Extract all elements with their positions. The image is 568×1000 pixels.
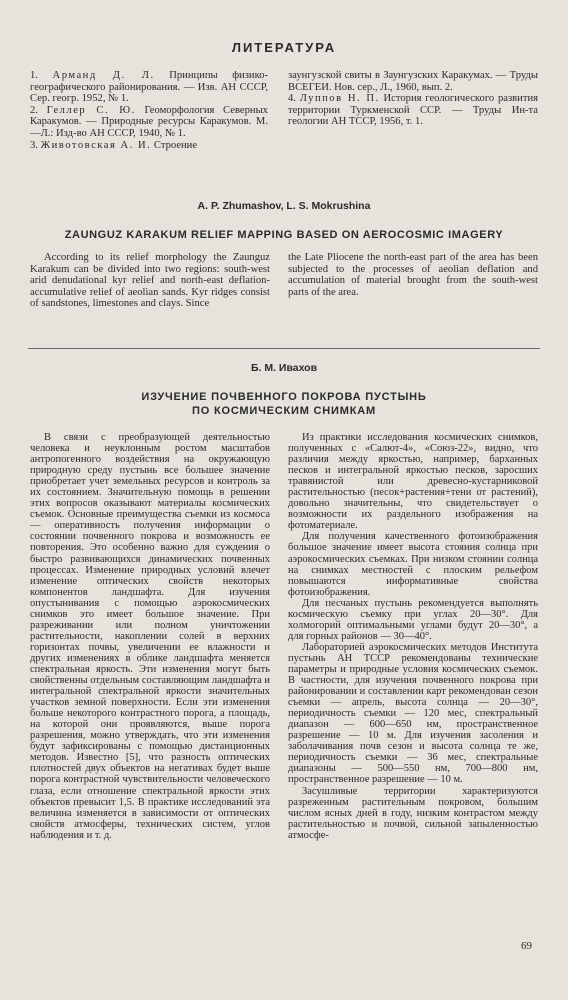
russian-article-left-column (30, 432, 270, 841)
russian-article-title-line1: ИЗУЧЕНИЕ ПОЧВЕННОГО ПОКРОВА ПУСТЫНЬ (141, 391, 427, 403)
english-abstract-right-column (288, 252, 538, 298)
russian-article-author: Б. М. Ивахов (250, 362, 318, 374)
english-article-authors: A. P. Zhumashov, L. S. Mokrushina (197, 200, 371, 212)
abstract-paragraph: According to its relief morphology the Zaunguz Karakum can be divided into two regions: south-west arid denudational kyr relief and north-east deflation-accumulative relief of aeolian sands. Kyr ridges consist of sandstones, limestones and clays. Since (30, 252, 270, 310)
abstract-paragraph: the Late Pliocene the north-east part of the area has been subjected to the processes of aeolian deflation and accumulation of material brought from the south-west parts of the area. (288, 252, 538, 298)
article-paragraph: В связи с преобразующей деятельностью человека и неуклонным ростом масштабов антропогенного воздействия на окружающую природную среду пустынь все большее значение приобретает учет земельных ресурсов и контроль за их состоянием. Значительную помощь в решении этих вопросов оказывают материалы космических съемок. Основные преимущества съемки из космоса — оперативность получения информации о состоянии почвенного покрова и возможность ее повторения. Это особенно важно для суждения о быстро развивающихся динамических почвенных процессах. Изменение природных условий влечет изменение оптических свойств некоторых компонентов ландшафта. Для изучения опустынивания с помощью аэрокосмических снимков это имеет большое значение. При разреживании или полном уничтожении растительности, накоплении солей в верхних горизонтах почвы, увеличении ее влажности и других изменениях в облике ландшафта меняется спектральная яркость. Эти изменения могут быть свойственны отдельным составляющим ландшафта и интегральной спектральной яркости значительных участков земной поверхности. Если эти изменения больше некоторого контрастного порога, а площадь, на которой они проявляются, выше порога разрешения, можно утверждать, что эти изменения будут зафиксированы с помощью дистанционных методов. Известно [5], что разность оптических плотностей двух объектов на негативах будет выше порога контрастной чувствительности человеческого глаза, если отношение спектральной яркости этих объектов превысит 1,5. В практике исследований эта величина изменяется в зависимости от оптических свойств атмосферы, технических систем, углов наблюдения и т. д. (30, 432, 270, 841)
literature-right-column (288, 70, 538, 128)
article-paragraph: Лабораторией аэрокосмических методов Института пустынь АН ТССР рекомендованы технические параметры и природные условия космических съемок. В частности, для изучения почвенного покрова при районировании и составлении карт рекомендован сезон съемки — апрель, высота солнца — 20—30°, периодичность съемки — 120 мес, спектральный диапазон — 600—650 нм, пространственное разрешение — 10 м. Для изучения засоления и заболачивания почв сезон и высота солнца те же, периодичность съемки — 36 мес, спектральные диапазоны — 500—550 нм, 700—800 нм, пространственное разрешение — 10 м. (288, 641, 538, 786)
literature-heading: ЛИТЕРАТУРА (231, 40, 337, 55)
reference-item: 4. Луппов Н. П. История геологического развития территории Туркменской ССР. — Труды Ин-та геологии АН ТССР, 1956, т. 1. (288, 93, 538, 128)
reference-text: Строение (153, 139, 198, 151)
reference-author: Арманд Д. Л. (52, 70, 155, 81)
literature-left-column (30, 70, 268, 151)
article-paragraph: Для получения качественного фотоизображения большое значение имеет высота стояния солнца при аэрокосмических съемках. При низком стоянии солнца на снимках местностей с плоским рельефом повышаются информативные свойства фотоизображения. (288, 531, 538, 598)
reference-author: Луппов Н. П. (299, 93, 380, 105)
russian-article-title-line2: ПО КОСМИЧЕСКИМ СНИМКАМ (192, 405, 376, 417)
reference-item: 2. Геллер С. Ю. Геоморфология Северных Каракумов. — Природные ресурсы Каракумов. М.—Л.: Изд-во АН СССР, 1940, № 1. (30, 104, 268, 139)
reference-author: Животовская А. И. (40, 139, 152, 151)
english-abstract-left-column (30, 252, 270, 310)
article-paragraph: Для песчаных пустынь рекомендуется выполнять космическую съемку при углах 20—30°. Для холмогорий оптимальными углами будут 20—30°, а для горных районов — 30—40°. (288, 597, 538, 642)
section-divider (28, 348, 540, 349)
reference-item (288, 70, 538, 93)
english-article-title: ZAUNGUZ KARAKUM RELIEF MAPPING BASED ON AEROCOSMIC IMAGERY (64, 229, 504, 241)
article-paragraph: Из практики исследования космических снимков, полученных с «Салют-4», «Союз-22», видно, что различия между яркостью, например, барханных песков и интегральной яркостью песков, заросших травянистой или древесно-кустарниковой растительностью (песок+растения+тени от растений), довольно значительны, что свидетельствует о возможности их раздельного изображения на фотоматериале. (288, 432, 538, 532)
reference-text: Геоморфология Северных Каракумов. — Природные ресурсы Каракумов. М.—Л.: Изд-во АН СССР, 1940, № 1. (30, 104, 268, 139)
page-number: 69 (521, 940, 532, 952)
reference-author: Геллер С. Ю. (46, 104, 136, 116)
reference-text: История геологического развития территории Туркменской ССР. — Труды Ин-та геологии АН ТССР, 1956, т. 1. (288, 93, 538, 128)
reference-text: заунгузской свиты в Заунгузских Каракумах. — Труды ВСЕГЕИ. Нов. сер., Л., 1960, вып. 2. (288, 70, 538, 93)
reference-item: 1. Арманд Д. Л. Принципы физико-географического районирования. — Изв. АН СССР, Сер. геогр. 1952, № 1. (30, 70, 269, 105)
reference-item: 3. Животовская А. И. Строение (30, 139, 198, 151)
article-paragraph: Засушливые территории характеризуются разреженным растительным покровом, большим числом ясных дней в году, низким контрастом между растительностью и почвой, сильной запыленностью атмосфе- (288, 785, 538, 841)
russian-article-right-column (288, 432, 538, 841)
reference-text: Принципы физико-географического районирования. — Изв. АН СССР, Сер. геогр. 1952, № 1. (30, 70, 269, 105)
